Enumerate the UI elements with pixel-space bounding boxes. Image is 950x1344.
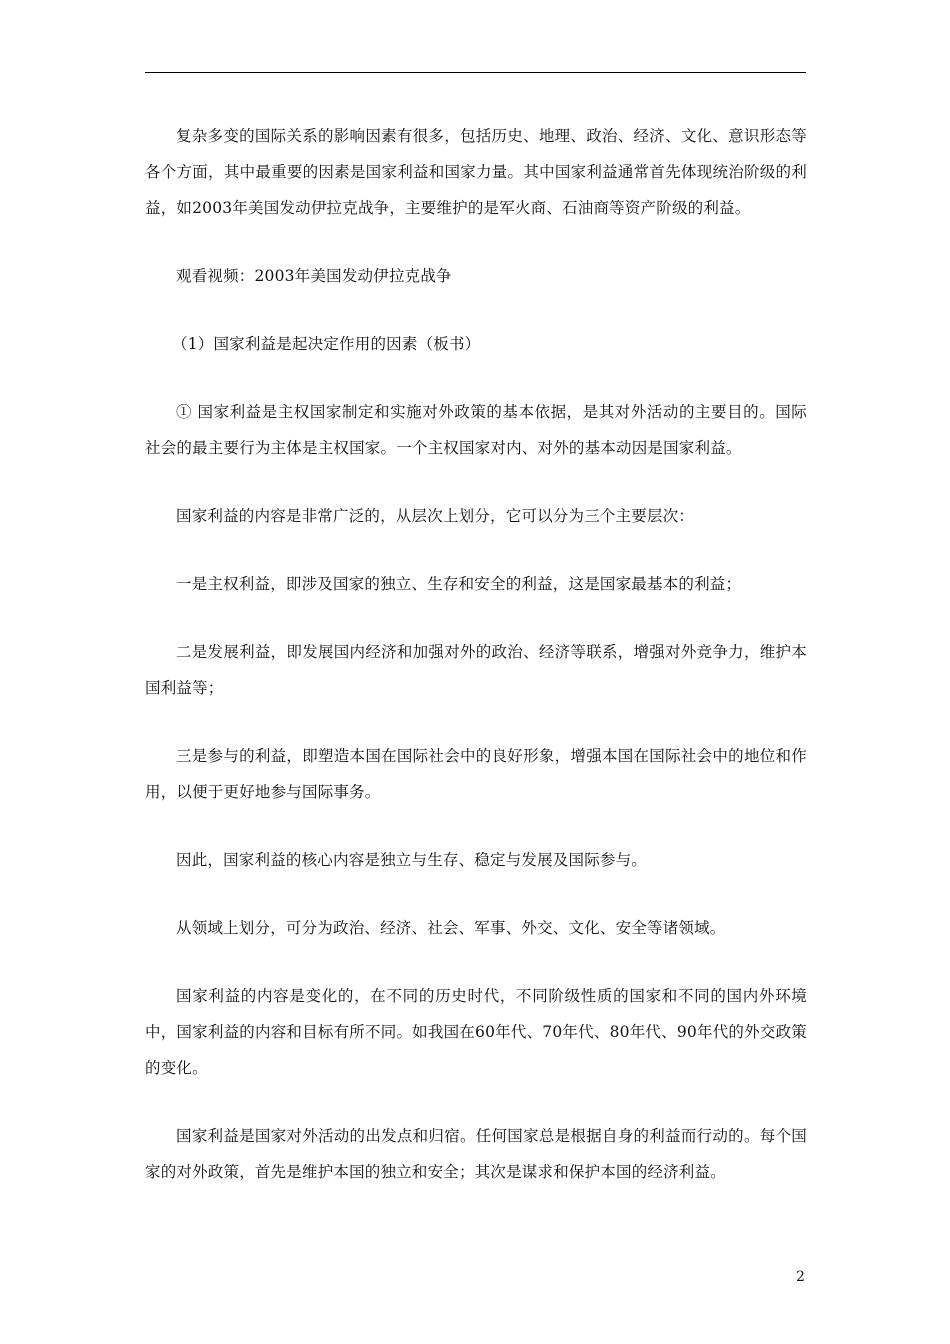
paragraph: 因此，国家利益的核心内容是独立与生存、稳定与发展及国际参与。 bbox=[176, 851, 648, 869]
header-rule bbox=[145, 72, 806, 73]
page-number: 2 bbox=[796, 1269, 805, 1285]
paragraph: 三是参与的利益，即塑造本国在国际社会中的良好形象，增强本国在国际社会中的地位和作用，以便于更好地参与国际事务。 bbox=[145, 747, 807, 801]
paragraph: 国家利益的内容是非常广泛的，从层次上划分，它可以分为三个主要层次： bbox=[176, 507, 695, 525]
paragraph: 一是主权利益，即涉及国家的独立、生存和安全的利益，这是国家最基本的利益； bbox=[176, 575, 742, 593]
paragraph-heading: （1）国家利益是起决定作用的因素（板书） bbox=[172, 335, 481, 353]
paragraph: 观看视频：2003年美国发动伊拉克战争 bbox=[176, 267, 452, 285]
paragraph: 国家利益的内容是变化的，在不同的历史时代，不同阶级性质的国家和不同的国内外环境中，国家利益的内容和目标有所不同。如我国在60年代、70年代、80年代、90年代的外交政策的变化。 bbox=[145, 987, 807, 1077]
document-body bbox=[145, 118, 807, 1190]
paragraph: 国家利益是国家对外活动的出发点和归宿。任何国家总是根据自身的利益而行动的。每个国家的对外政策，首先是维护本国的独立和安全；其次是谋求和保护本国的经济利益。 bbox=[145, 1127, 807, 1181]
paragraph: 从领域上划分，可分为政治、经济、社会、军事、外交、文化、安全等诸领域。 bbox=[176, 919, 726, 937]
paragraph: 二是发展利益，即发展国内经济和加强对外的政治、经济等联系，增强对外竞争力，维护本国利益等； bbox=[145, 643, 807, 697]
paragraph: 复杂多变的国际关系的影响因素有很多，包括历史、地理、政治、经济、文化、意识形态等各个方面，其中最重要的因素是国家利益和国家力量。其中国家利益通常首先体现统治阶级的利益，如2003年美国发动伊拉克战争，主要维护的是军火商、石油商等资产阶级的利益。 bbox=[145, 127, 807, 217]
paragraph: ① 国家利益是主权国家制定和实施对外政策的基本依据，是其对外活动的主要目的。国际社会的最主要行为主体是主权国家。一个主权国家对内、对外的基本动因是国家利益。 bbox=[145, 403, 807, 457]
